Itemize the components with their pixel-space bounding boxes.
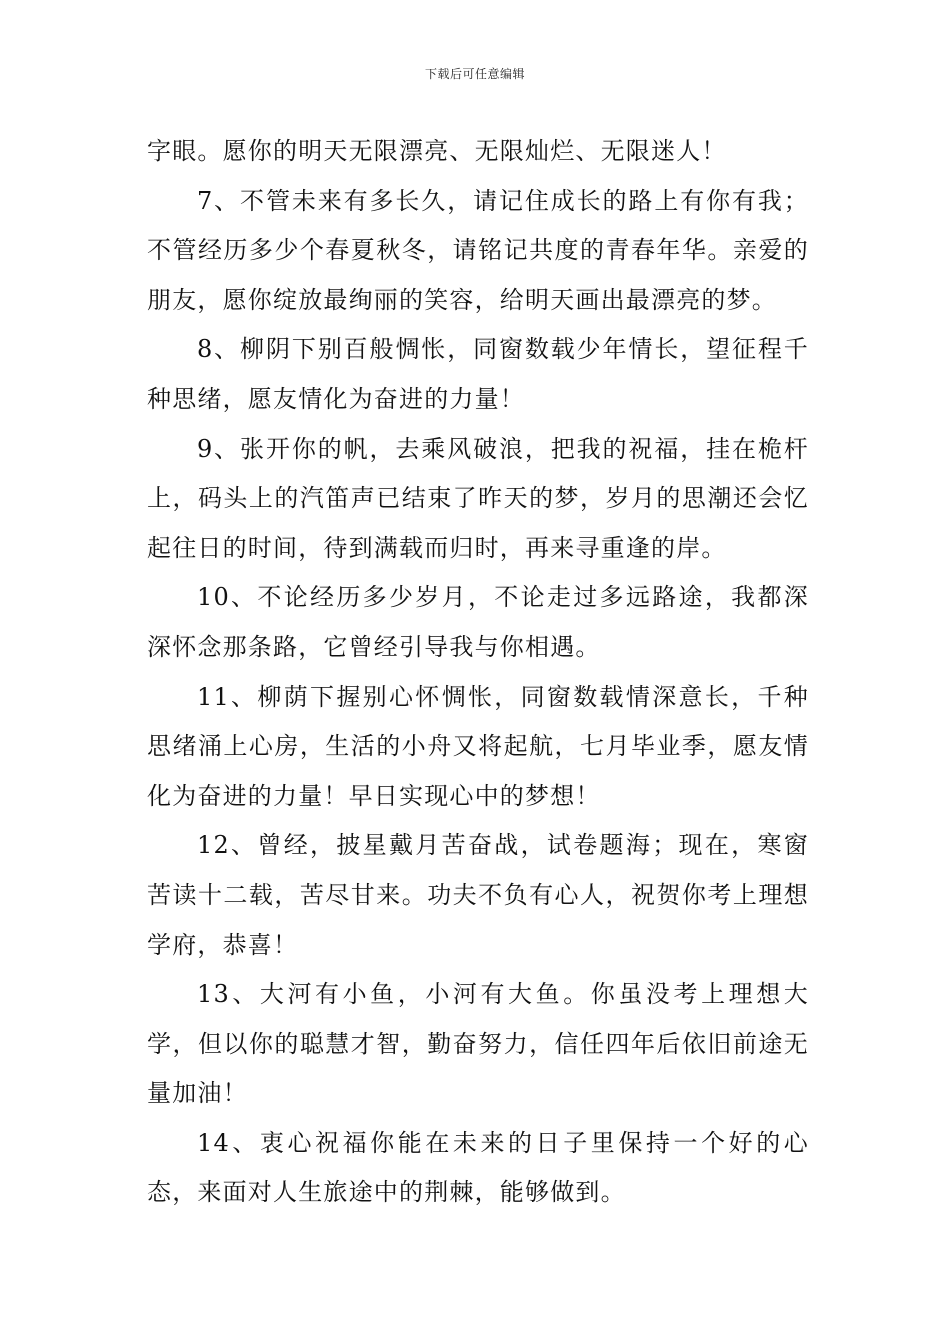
paragraph-item-7: 7、不管未来有多长久，请记住成长的路上有你有我；不管经历多少个春夏秋冬，请铭记共度的青春年华。亲爱的朋友，愿你绽放最绚丽的笑容，给明天画出最漂亮的梦。 [147,186,809,314]
paragraph-item-9: 9、张开你的帆，去乘风破浪，把我的祝福，挂在桅杆上，码头上的汽笛声已结束了昨天的梦，岁月的思潮还会忆起往日的时间，待到满载而归时，再来寻重逢的岸。 [147,434,809,562]
paragraph-item-13: 13、大河有小鱼，小河有大鱼。你虽没考上理想大学，但以你的聪慧才智，勤奋努力，信任四年后依旧前途无量加油！ [147,980,809,1108]
paragraph-item-11: 11、柳荫下握别心怀惆怅，同窗数载情深意长，千种思绪涌上心房，生活的小舟又将起航，七月毕业季，愿友情化为奋进的力量！早日实现心中的梦想！ [147,682,809,810]
page-header: 下载后可任意编辑 [424,67,525,81]
paragraph-item-14: 14、衷心祝福你能在未来的日子里保持一个好的心态，来面对人生旅途中的荆棘，能够做到。 [147,1128,809,1207]
paragraph-item-8: 8、柳阴下别百般惆怅，同窗数载少年情长，望征程千种思绪，愿友情化为奋进的力量！ [147,335,809,413]
paragraph-item-10: 10、不论经历多少岁月，不论走过多远路途，我都深深怀念那条路，它曾经引导我与你相遇。 [147,583,809,661]
paragraph-continuation: 字眼。愿你的明天无限漂亮、无限灿烂、无限迷人！ [147,137,727,165]
paragraph-item-12: 12、曾经，披星戴月苦奋战，试卷题海；现在，寒窗苦读十二载，苦尽甘来。功夫不负有心人，祝贺你考上理想学府，恭喜！ [147,831,809,959]
document-body [147,127,809,1218]
